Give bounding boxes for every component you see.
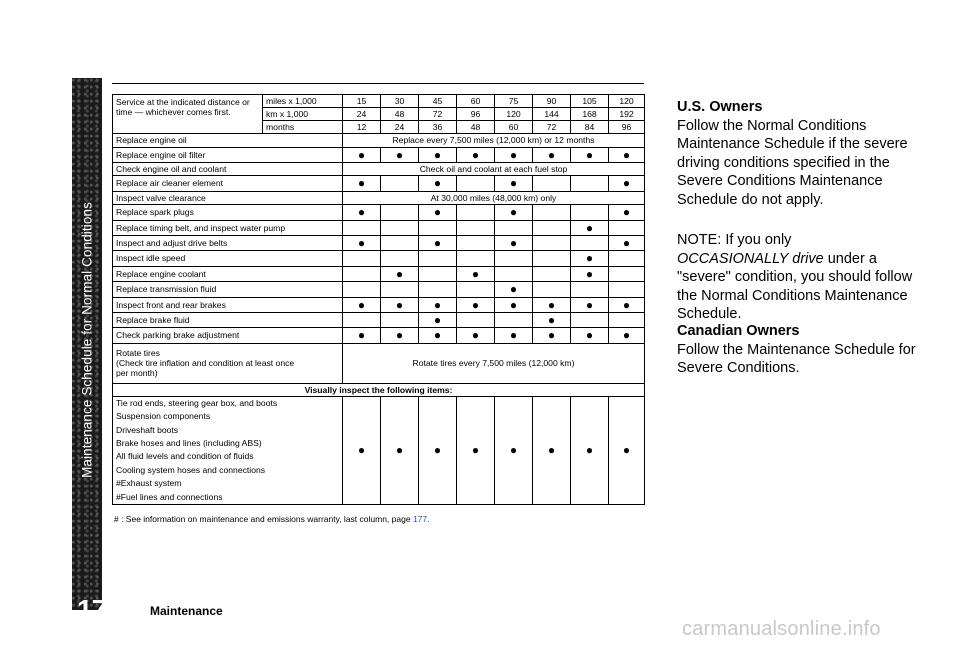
service-note: Replace every 7,500 miles (12,000 km) or 12 months xyxy=(343,134,645,148)
visual-item: #Exhaust system xyxy=(116,478,182,489)
service-dot: ● xyxy=(381,266,419,281)
visual-dot: ● xyxy=(609,396,645,504)
service-dot xyxy=(571,282,609,297)
service-row xyxy=(113,147,645,162)
service-dot xyxy=(533,251,571,266)
service-dot: ● xyxy=(343,297,381,312)
service-dot: ● xyxy=(495,297,533,312)
service-dot: ● xyxy=(533,147,571,162)
service-dot xyxy=(381,176,419,191)
interval-value: 48 xyxy=(457,121,495,134)
interval-value: 15 xyxy=(343,95,381,108)
service-row xyxy=(113,266,645,281)
interval-value: 120 xyxy=(609,95,645,108)
service-dot: ● xyxy=(457,297,495,312)
service-dot: ● xyxy=(571,266,609,281)
service-dot: ● xyxy=(343,176,381,191)
service-row xyxy=(113,162,645,176)
service-dot: ● xyxy=(495,147,533,162)
visual-item: Driveshaft boots xyxy=(116,424,179,435)
rotate-label-line: (Check tire inflation and condition at least once xyxy=(116,358,295,369)
interval-value: 45 xyxy=(419,95,457,108)
service-label: Replace transmission fluid xyxy=(113,282,343,297)
interval-value: 72 xyxy=(533,121,571,134)
service-row xyxy=(113,134,645,148)
maintenance-schedule-table xyxy=(112,94,645,505)
service-dot xyxy=(457,282,495,297)
service-label: Replace spark plugs xyxy=(113,205,343,220)
footnote-text: # : See information on maintenance and emissions warranty, last column, page xyxy=(114,514,413,524)
service-dot xyxy=(381,205,419,220)
rotate-row xyxy=(113,343,645,383)
header-text: Service at the indicated distance or time — whichever comes first. xyxy=(113,95,263,134)
visual-item: All fluid levels and condition of fluids xyxy=(116,451,254,462)
canadian-owners-heading: Canadian Owners xyxy=(677,323,800,339)
service-dot: ● xyxy=(533,313,571,328)
interval-value: 24 xyxy=(343,108,381,121)
unit-label: miles x 1,000 xyxy=(263,95,343,108)
service-dot xyxy=(419,251,457,266)
service-dot: ● xyxy=(571,147,609,162)
service-label: Inspect front and rear brakes xyxy=(113,297,343,312)
visual-item: Brake hoses and lines (including ABS) xyxy=(116,438,262,449)
service-dot xyxy=(495,220,533,235)
interval-value: 96 xyxy=(609,121,645,134)
service-dot xyxy=(457,251,495,266)
visual-items xyxy=(113,396,343,504)
service-dot: ● xyxy=(495,328,533,343)
visual-dot: ● xyxy=(533,396,571,504)
service-dot xyxy=(533,205,571,220)
service-dot: ● xyxy=(419,297,457,312)
unit-label: km x 1,000 xyxy=(263,108,343,121)
service-row xyxy=(113,313,645,328)
visual-dot: ● xyxy=(495,396,533,504)
service-dot: ● xyxy=(609,147,645,162)
visual-dot: ● xyxy=(381,396,419,504)
interval-value: 192 xyxy=(609,108,645,121)
service-dot: ● xyxy=(343,147,381,162)
service-note: At 30,000 miles (48,000 km) only xyxy=(343,191,645,205)
service-dot xyxy=(381,236,419,251)
visual-header-row xyxy=(113,383,645,396)
service-label: Inspect and adjust drive belts xyxy=(113,236,343,251)
interval-value: 60 xyxy=(495,121,533,134)
service-dot xyxy=(609,266,645,281)
us-owners-text: Follow the Normal Conditions Maintenance Schedule if the severe driving conditions specified in the Severe Conditions Maintenance Schedule do not apply. xyxy=(677,117,908,208)
visual-header: Visually inspect the following items: xyxy=(113,383,645,396)
service-dot xyxy=(381,313,419,328)
service-row xyxy=(113,236,645,251)
service-dot xyxy=(495,313,533,328)
service-note: Check oil and coolant at each fuel stop xyxy=(343,162,645,176)
service-label: Replace engine oil filter xyxy=(113,147,343,162)
visual-item: Cooling system hoses and connections xyxy=(116,464,266,475)
service-dot: ● xyxy=(381,328,419,343)
service-dot: ● xyxy=(495,176,533,191)
service-dot xyxy=(533,220,571,235)
service-row xyxy=(113,205,645,220)
visual-items-row xyxy=(113,396,645,504)
service-row xyxy=(113,282,645,297)
rotate-label-line: per month) xyxy=(116,368,158,379)
service-dot xyxy=(343,282,381,297)
note-emphasis: OCCASIONALLY drive xyxy=(677,250,824,267)
service-dot: ● xyxy=(419,176,457,191)
service-dot xyxy=(381,282,419,297)
side-title: Maintenance Schedule for Normal Conditions xyxy=(79,202,95,478)
unit-label: months xyxy=(263,121,343,134)
interval-row xyxy=(113,95,645,108)
service-dot xyxy=(419,220,457,235)
service-label: Check parking brake adjustment xyxy=(113,328,343,343)
service-dot: ● xyxy=(343,205,381,220)
service-label: Replace brake fluid xyxy=(113,313,343,328)
service-dot: ● xyxy=(609,205,645,220)
service-dot xyxy=(457,313,495,328)
footnote xyxy=(114,514,429,524)
service-dot: ● xyxy=(533,297,571,312)
service-dot: ● xyxy=(381,297,419,312)
note-text xyxy=(677,231,927,324)
service-dot: ● xyxy=(457,328,495,343)
service-label: Replace engine oil xyxy=(113,134,343,148)
rotate-label xyxy=(113,343,343,383)
service-dot: ● xyxy=(495,236,533,251)
interval-value: 60 xyxy=(457,95,495,108)
canadian-owners-text: Follow the Maintenance Schedule for Severe Conditions. xyxy=(677,341,916,377)
service-dot xyxy=(495,266,533,281)
service-dot xyxy=(419,282,457,297)
service-label: Inspect idle speed xyxy=(113,251,343,266)
interval-value: 105 xyxy=(571,95,609,108)
service-dot xyxy=(343,220,381,235)
service-dot: ● xyxy=(571,220,609,235)
service-dot xyxy=(457,176,495,191)
service-dot: ● xyxy=(571,297,609,312)
service-dot: ● xyxy=(609,236,645,251)
visual-item: #Fuel lines and connections xyxy=(116,491,223,502)
service-dot xyxy=(457,205,495,220)
service-dot xyxy=(495,251,533,266)
service-dot xyxy=(533,266,571,281)
interval-value: 144 xyxy=(533,108,571,121)
service-dot: ● xyxy=(419,236,457,251)
visual-dot: ● xyxy=(419,396,457,504)
service-dot xyxy=(609,282,645,297)
service-dot: ● xyxy=(571,328,609,343)
note-section xyxy=(677,231,927,324)
service-dot: ● xyxy=(419,328,457,343)
visual-dot: ● xyxy=(343,396,381,504)
service-dot xyxy=(343,313,381,328)
service-row xyxy=(113,176,645,191)
visual-item: Suspension components xyxy=(116,411,211,422)
service-label: Check engine oil and coolant xyxy=(113,162,343,176)
service-dot: ● xyxy=(419,313,457,328)
service-dot: ● xyxy=(457,266,495,281)
rotate-note: Rotate tires every 7,500 miles (12,000 km) xyxy=(343,343,645,383)
service-dot xyxy=(609,251,645,266)
service-row xyxy=(113,297,645,312)
service-label: Inspect valve clearance xyxy=(113,191,343,205)
us-owners-section xyxy=(677,98,927,210)
service-dot xyxy=(343,251,381,266)
service-dot xyxy=(419,266,457,281)
service-dot: ● xyxy=(609,176,645,191)
service-dot: ● xyxy=(343,328,381,343)
visual-dot: ● xyxy=(571,396,609,504)
visual-item: Tie rod ends, steering gear box, and boots xyxy=(116,397,278,408)
service-dot: ● xyxy=(343,236,381,251)
service-dot: ● xyxy=(457,147,495,162)
service-dot: ● xyxy=(571,251,609,266)
service-dot xyxy=(571,176,609,191)
service-dot xyxy=(381,220,419,235)
service-dot xyxy=(381,251,419,266)
note-rest: under a "severe" condition, you should follow the Normal Conditions Maintenance Schedule. xyxy=(677,250,913,323)
interval-value: 72 xyxy=(419,108,457,121)
footnote-page-link[interactable]: 177 xyxy=(412,514,428,524)
page-number: 178 xyxy=(77,594,121,625)
rotate-label-line: Rotate tires xyxy=(116,347,160,358)
note-prefix: NOTE: If you only xyxy=(677,232,792,248)
service-row xyxy=(113,220,645,235)
service-dot xyxy=(457,236,495,251)
service-row xyxy=(113,251,645,266)
service-dot xyxy=(609,313,645,328)
service-row xyxy=(113,328,645,343)
service-dot: ● xyxy=(609,328,645,343)
service-dot xyxy=(457,220,495,235)
top-rule xyxy=(112,83,644,84)
service-label: Replace air cleaner element xyxy=(113,176,343,191)
service-dot xyxy=(343,266,381,281)
service-dot xyxy=(571,236,609,251)
interval-value: 84 xyxy=(571,121,609,134)
interval-value: 36 xyxy=(419,121,457,134)
service-dot: ● xyxy=(419,205,457,220)
interval-value: 90 xyxy=(533,95,571,108)
service-dot xyxy=(609,220,645,235)
visual-dot: ● xyxy=(457,396,495,504)
page-section: Maintenance xyxy=(150,604,223,618)
interval-value: 120 xyxy=(495,108,533,121)
interval-value: 48 xyxy=(381,108,419,121)
service-dot xyxy=(533,282,571,297)
service-dot: ● xyxy=(609,297,645,312)
canadian-owners-section xyxy=(677,322,927,378)
service-row xyxy=(113,191,645,205)
service-label: Replace timing belt, and inspect water pump xyxy=(113,220,343,235)
service-dot xyxy=(533,176,571,191)
service-dot: ● xyxy=(533,328,571,343)
service-dot: ● xyxy=(381,147,419,162)
service-dot xyxy=(571,313,609,328)
service-label: Replace engine coolant xyxy=(113,266,343,281)
service-dot: ● xyxy=(419,147,457,162)
interval-value: 168 xyxy=(571,108,609,121)
service-dot xyxy=(571,205,609,220)
interval-value: 96 xyxy=(457,108,495,121)
service-dot: ● xyxy=(495,205,533,220)
interval-value: 24 xyxy=(381,121,419,134)
interval-value: 12 xyxy=(343,121,381,134)
service-dot: ● xyxy=(495,282,533,297)
us-owners-heading: U.S. Owners xyxy=(677,99,763,115)
interval-value: 75 xyxy=(495,95,533,108)
footnote-end: . xyxy=(427,514,430,524)
service-dot xyxy=(533,236,571,251)
watermark: carmanualsonline.info xyxy=(682,618,881,640)
interval-value: 30 xyxy=(381,95,419,108)
